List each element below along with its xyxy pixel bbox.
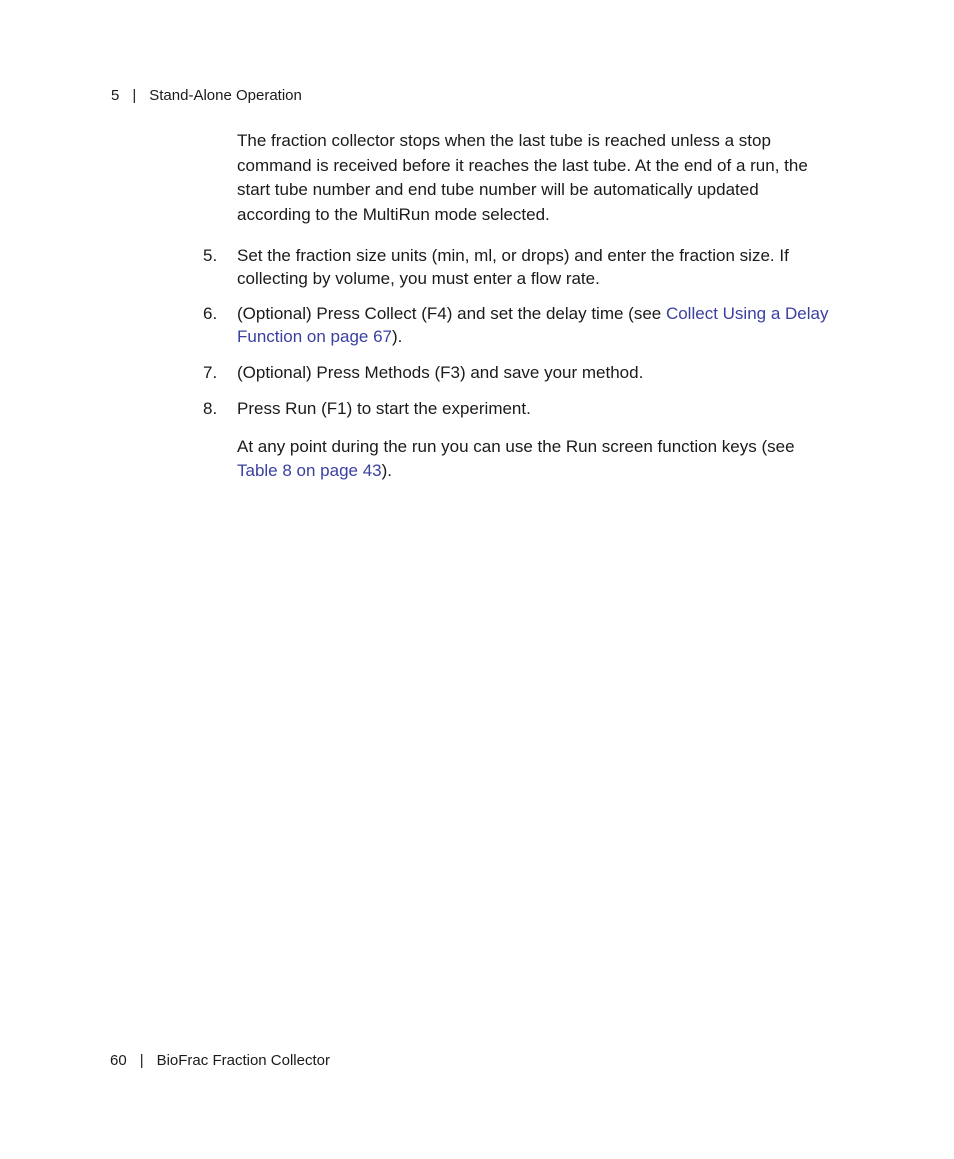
- step-text-after: ).: [392, 327, 403, 346]
- page-footer: [110, 1052, 330, 1070]
- followup-text-before: At any point during the run you can use the Run screen function keys (see: [237, 437, 795, 456]
- intro-paragraph: The fraction collector stops when the last tube is reached unless a stop command is received before it reaches the last tube. At the end of a run, the start tube number and end tube number will be automatically updated according to the MultiRun mode selected.: [237, 131, 808, 224]
- chapter-number: 5: [111, 87, 120, 104]
- page-number: 60: [110, 1052, 127, 1069]
- cross-reference-link[interactable]: Collect Using a Delay Function on page 67: [237, 304, 829, 346]
- step-6: [203, 302, 837, 348]
- step-text: Set the fraction size units (min, ml, or drops) and enter the fraction size. If collecting by volume, you must enter a flow rate.: [237, 246, 789, 288]
- step-8: [203, 397, 837, 420]
- step-5: [203, 244, 837, 290]
- step-text: Press Run (F1) to start the experiment.: [237, 399, 531, 418]
- step-number: 5.: [203, 246, 218, 265]
- followup-text-after: ).: [381, 461, 393, 480]
- table-reference-link[interactable]: Table 8 on page 43: [237, 461, 382, 480]
- step-number: 8.: [203, 399, 218, 418]
- header-separator: |: [132, 87, 137, 104]
- step-7: [203, 361, 837, 384]
- step-number: 7.: [203, 363, 218, 382]
- step-text-before: (Optional) Press Collect (F4) and set the delay time (see: [237, 304, 666, 323]
- product-name: BioFrac Fraction Collector: [156, 1052, 330, 1069]
- step-text: (Optional) Press Methods (F3) and save your method.: [237, 363, 644, 382]
- running-header: [111, 87, 302, 105]
- followup-paragraph: [237, 435, 837, 483]
- step-number: 6.: [203, 304, 218, 323]
- chapter-title: Stand-Alone Operation: [149, 87, 302, 104]
- step-text: [237, 302, 837, 348]
- footer-separator: |: [139, 1052, 144, 1069]
